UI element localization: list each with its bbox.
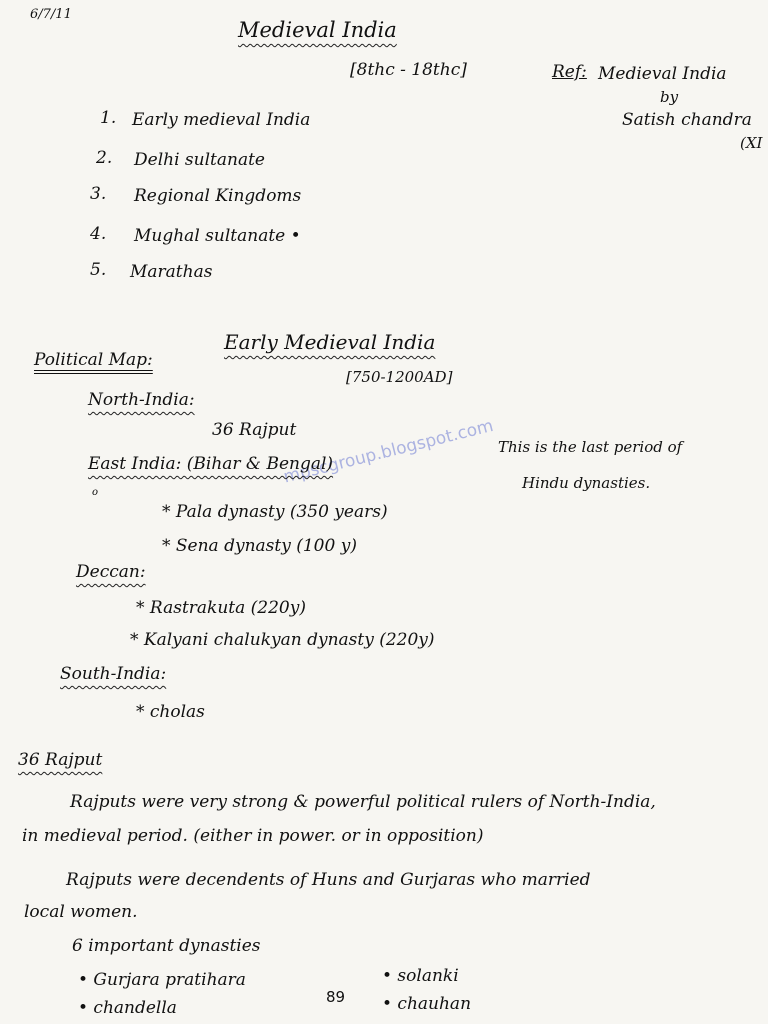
reference-book: Medieval India	[598, 64, 727, 84]
dynasty-item: • chauhan	[382, 994, 472, 1014]
south-india-item: * cholas	[136, 702, 205, 722]
dynasties-heading: 6 important dynasties	[72, 936, 261, 956]
north-india-item: 36 Rajput	[212, 420, 297, 440]
deccan-item: * Rastrakuta (220y)	[136, 598, 306, 618]
rajput-paragraph-line: Rajputs were very strong & powerful political rulers of North-India,	[70, 792, 656, 812]
deccan-heading: Deccan:	[76, 562, 146, 582]
east-india-item: * Sena dynasty (100 y)	[162, 536, 357, 556]
rajput-paragraph-line: in medieval period. (either in power. or in opposition)	[22, 826, 484, 846]
topic-item: Early medieval India	[132, 110, 311, 130]
dynasty-item: • Gurjara pratihara	[78, 970, 246, 990]
topic-number: 5.	[90, 260, 107, 280]
side-note-line: This is the last period of	[498, 438, 683, 456]
political-map-heading: Political Map:	[34, 350, 153, 370]
page-number: 89	[326, 988, 346, 1006]
east-india-heading: East India: (Bihar & Bengal)	[88, 454, 334, 474]
topic-item: Marathas	[130, 262, 213, 282]
bullet-mark: o	[92, 487, 99, 498]
north-india-heading: North-India:	[88, 390, 195, 410]
topic-item: Regional Kingdoms	[134, 186, 302, 206]
deccan-item: * Kalyani chalukyan dynasty (220y)	[130, 630, 435, 650]
reference-by: by	[660, 88, 679, 106]
rajput-paragraph-line: local women.	[24, 902, 138, 922]
rajput-paragraph-line: Rajputs were decendents of Huns and Gurjaras who married	[66, 870, 591, 890]
topic-number: 4.	[90, 224, 107, 244]
section-period: [750-1200AD]	[346, 368, 453, 386]
topic-number: 3.	[90, 184, 107, 204]
east-india-item: * Pala dynasty (350 years)	[162, 502, 388, 522]
topic-number: 2.	[96, 148, 113, 168]
period-range: [8thc - 18thc]	[350, 60, 467, 80]
section-heading: Early Medieval India	[224, 330, 436, 354]
side-note-line: Hindu dynasties.	[522, 474, 651, 492]
watermark-text: mpscgroup.blogspot.com	[281, 415, 496, 488]
south-india-heading: South-India:	[60, 664, 167, 684]
topic-item: Delhi sultanate	[134, 150, 265, 170]
rajput-heading: 36 Rajput	[18, 750, 103, 770]
reference-author: Satish chandra	[622, 110, 752, 130]
topic-item: Mughal sultanate •	[134, 226, 301, 246]
reference-trailing: (XI	[740, 134, 763, 152]
dynasty-item: • solanki	[382, 966, 459, 986]
page-title: Medieval India	[238, 18, 397, 42]
dynasty-item: • chandella	[78, 998, 177, 1018]
reference-label: Ref:	[552, 62, 587, 82]
date-note: 6/7/11	[30, 7, 72, 22]
topic-number: 1.	[100, 108, 117, 128]
